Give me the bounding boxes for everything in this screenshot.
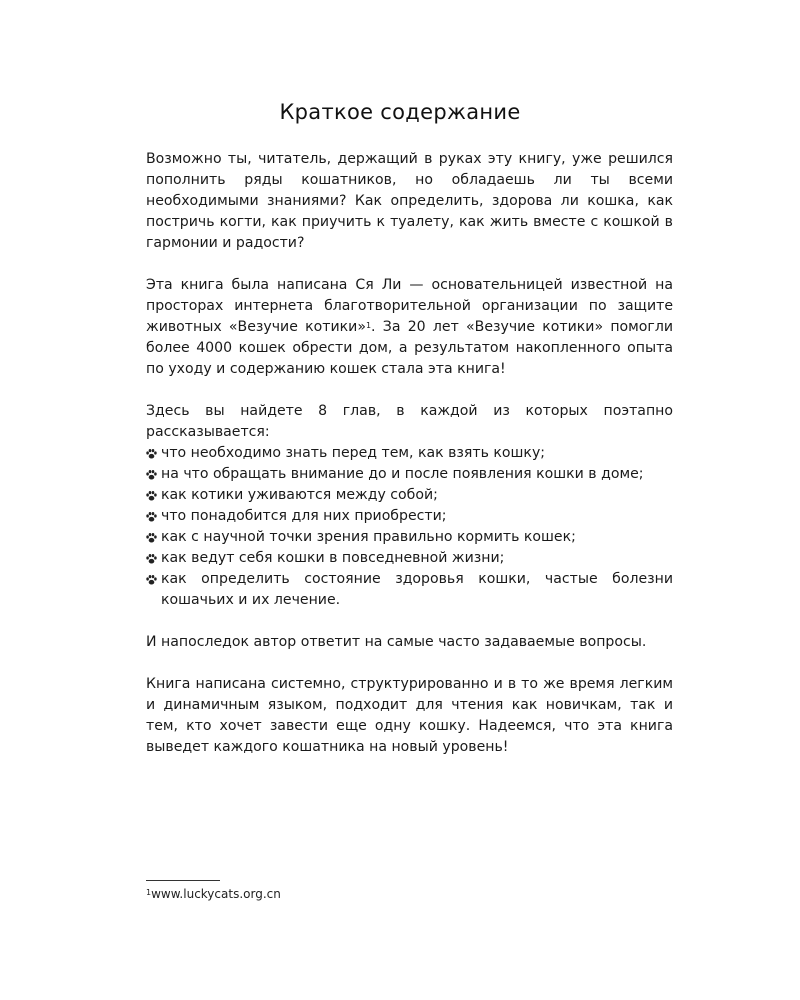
paragraph-faq: И напоследок автор ответит на самые часто задаваемые вопросы. [146, 634, 647, 650]
list-item [146, 464, 673, 485]
list-item [146, 548, 673, 569]
paw-icon [146, 575, 157, 585]
footnote-number: 1 [146, 888, 152, 897]
list-item [146, 569, 673, 611]
paragraph-conclusion: Книга написана системно, структурированно и в то же время легким и динамичным языком, подходит для чтения как новичкам, так и тем, кто хочет завести еще одну кошку. Надеемся, что эта книга выведет каждого кошатника на новый уровень! [146, 676, 673, 755]
list-item-text: как определить состояние здоровья кошки, частые болезни кошачьих и их лечение. [161, 571, 673, 608]
footnote [146, 886, 281, 902]
list-item-text: как ведут себя кошки в повседневной жизни; [161, 550, 505, 566]
paw-icon [146, 512, 157, 522]
list-item-text: что необходимо знать перед тем, как взять кошку; [161, 445, 546, 461]
paragraph-chapters-intro: Здесь вы найдете 8 глав, в каждой из которых поэтапно рассказывается: [146, 403, 673, 440]
summary-body [146, 149, 673, 758]
paw-icon [146, 491, 157, 501]
page-title: Краткое содержание [279, 100, 521, 124]
list-item-text: как котики уживаются между собой; [161, 487, 438, 503]
author-text-before: Эта книга была написана Ся Ли — основательницей известной на просторах интернета благотворительной организации по защите животных «Везучие котики» [146, 277, 673, 335]
paw-icon [146, 554, 157, 564]
paragraph-author [146, 275, 673, 380]
chapters-list [146, 443, 673, 611]
list-item-text: на что обращать внимание до и после появления кошки в доме; [161, 466, 644, 482]
list-item [146, 527, 673, 548]
author-text-after: . За 20 лет «Везучие котики» помогли более 4000 кошек обрести дом, а результатом накопленного опыта по уходу и содержанию кошек стала эта книга! [146, 319, 673, 377]
list-item-text: что понадобится для них приобрести; [161, 508, 447, 524]
paw-icon [146, 470, 157, 480]
paragraph-intro: Возможно ты, читатель, держащий в руках эту книгу, уже решился пополнить ряды кошатников, но обладаешь ли ты всеми необходимыми знаниями? Как определить, здорова ли кошка, как постричь когти, как приучить к туалету, как жить вместе с кошкой в гармонии и радости? [146, 151, 673, 251]
footnote-reference[interactable]: 1 [365, 321, 372, 330]
list-item [146, 506, 673, 527]
paw-icon [146, 533, 157, 543]
footnote-divider [146, 880, 220, 881]
list-item [146, 443, 673, 464]
paw-icon [146, 449, 157, 459]
list-item-text: как с научной точки зрения правильно кормить кошек; [161, 529, 576, 545]
list-item [146, 485, 673, 506]
footnote-link[interactable]: www.luckycats.org.cn [151, 887, 281, 901]
